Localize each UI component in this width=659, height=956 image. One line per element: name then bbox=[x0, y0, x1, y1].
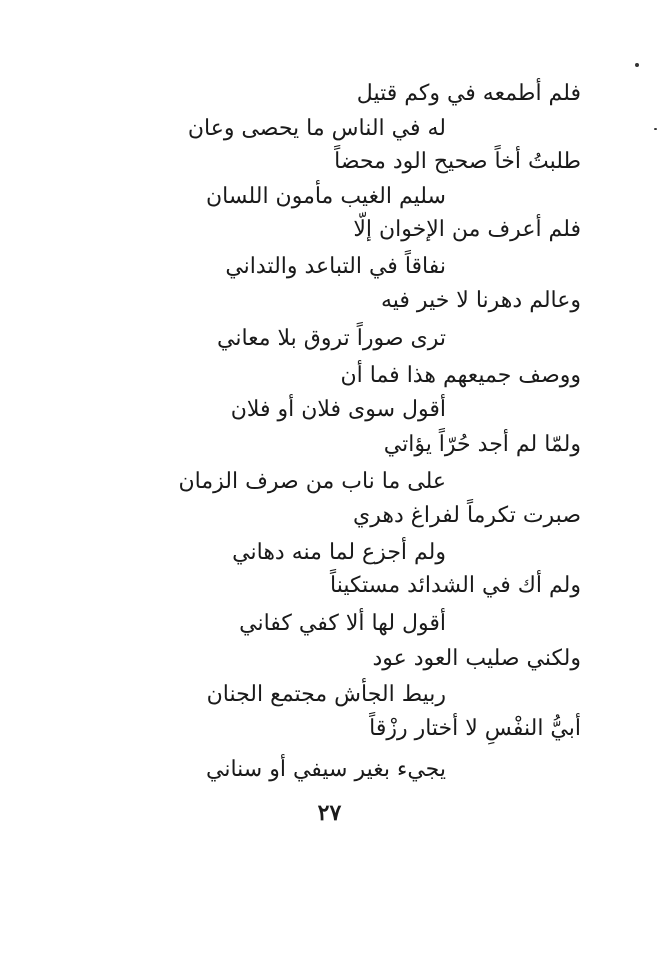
verse-line: ولكني صليب العود عود bbox=[372, 646, 581, 671]
verse-line: ولمّا لم أجد حُرّاً يؤاتي bbox=[383, 432, 581, 457]
verse-line: ربيط الجأش مجتمع الجنان bbox=[206, 682, 446, 707]
verse-line: له في الناس ما يحصى وعان bbox=[187, 116, 446, 141]
verse-line: على ما ناب من صرف الزمان bbox=[178, 469, 446, 494]
verse-line: فلم أعرف من الإخوان إلّا bbox=[353, 217, 581, 242]
verse-line: أبيُّ النفْسِ لا أختار رزْقاً bbox=[369, 716, 581, 741]
verse-line: ووصف جميعهم هذا فما أن bbox=[340, 363, 581, 388]
verse-line: أقول سوى فلان أو فلان bbox=[230, 397, 446, 422]
ink-speck bbox=[635, 63, 639, 67]
verse-line: ولم أجزع لما منه دهاني bbox=[232, 540, 446, 565]
verse-line: ترى صوراً تروق بلا معاني bbox=[216, 326, 446, 351]
verse-line: صبرت تكرماً لفراغ دهري bbox=[352, 503, 581, 528]
verse-line: ولم أك في الشدائد مستكيناً bbox=[330, 573, 581, 598]
verse-line: فلم أطمعه في وكم قتيل bbox=[356, 81, 581, 106]
ink-speck bbox=[654, 128, 657, 130]
verse-line: وعالم دهرنا لا خير فيه bbox=[380, 288, 581, 313]
verse-line: أقول لها ألا كفي كفاني bbox=[239, 611, 446, 636]
verse-line: سليم الغيب مأمون اللسان bbox=[205, 184, 446, 209]
verse-line: يجيء بغير سيفي أو سناني bbox=[205, 757, 446, 782]
verse-line: نفاقاً في التباعد والتداني bbox=[225, 254, 446, 279]
page-number: ٢٧ bbox=[317, 800, 342, 826]
verse-line: طلبتُ أخاً صحيح الود محضاً bbox=[334, 149, 581, 174]
